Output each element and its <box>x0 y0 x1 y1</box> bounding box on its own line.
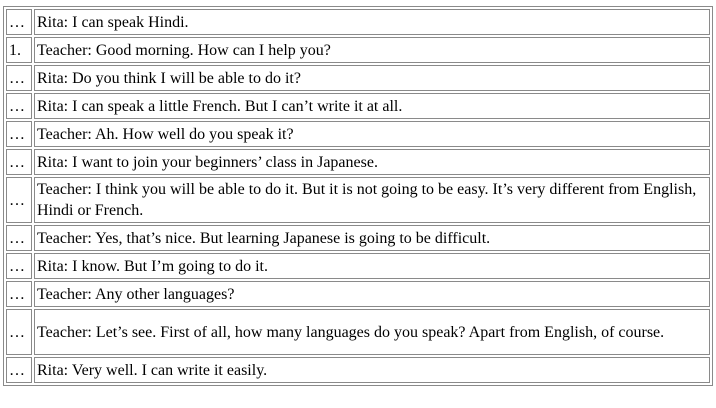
order-marker: … <box>6 357 32 383</box>
dialogue-line: Teacher: Ah. How well do you speak it? <box>34 121 710 147</box>
dialogue-line: Teacher: Any other languages? <box>34 281 710 307</box>
order-marker: … <box>6 253 32 279</box>
dialogue-line: Teacher: Let’s see. First of all, how many languages do you speak? Apart from English, of course. <box>34 309 710 355</box>
table-row <box>6 357 710 383</box>
order-marker: … <box>6 149 32 175</box>
order-marker: … <box>6 309 32 355</box>
order-marker: … <box>6 93 32 119</box>
order-marker: … <box>6 9 32 35</box>
table-row <box>6 9 710 35</box>
table-row <box>6 253 710 279</box>
dialogue-line: Rita: Do you think I will be able to do it? <box>34 65 710 91</box>
dialogue-line: Teacher: Yes, that’s nice. But learning Japanese is going to be difficult. <box>34 225 710 251</box>
dialogue-line: Rita: I know. But I’m going to do it. <box>34 253 710 279</box>
dialogue-line: Rita: I can speak a little French. But I can’t write it at all. <box>34 93 710 119</box>
table-row <box>6 225 710 251</box>
table-row <box>6 93 710 119</box>
table-row <box>6 281 710 307</box>
order-marker: … <box>6 281 32 307</box>
table-row <box>6 177 710 223</box>
table-row <box>6 121 710 147</box>
dialogue-line: Rita: I want to join your beginners’ class in Japanese. <box>34 149 710 175</box>
order-marker: 1. <box>6 37 32 63</box>
dialogue-table-wrapper <box>3 6 713 386</box>
dialogue-line: Rita: Very well. I can write it easily. <box>34 357 710 383</box>
dialogue-table <box>3 6 713 386</box>
dialogue-line: Teacher: I think you will be able to do it. But it is not going to be easy. It’s very different from English, Hindi or French. <box>34 177 710 223</box>
order-marker: … <box>6 225 32 251</box>
table-row <box>6 65 710 91</box>
order-marker: … <box>6 65 32 91</box>
table-row <box>6 149 710 175</box>
order-marker: … <box>6 177 32 223</box>
order-marker: … <box>6 121 32 147</box>
table-row <box>6 37 710 63</box>
dialogue-line: Rita: I can speak Hindi. <box>34 9 710 35</box>
dialogue-line: Teacher: Good morning. How can I help you? <box>34 37 710 63</box>
table-row <box>6 309 710 355</box>
